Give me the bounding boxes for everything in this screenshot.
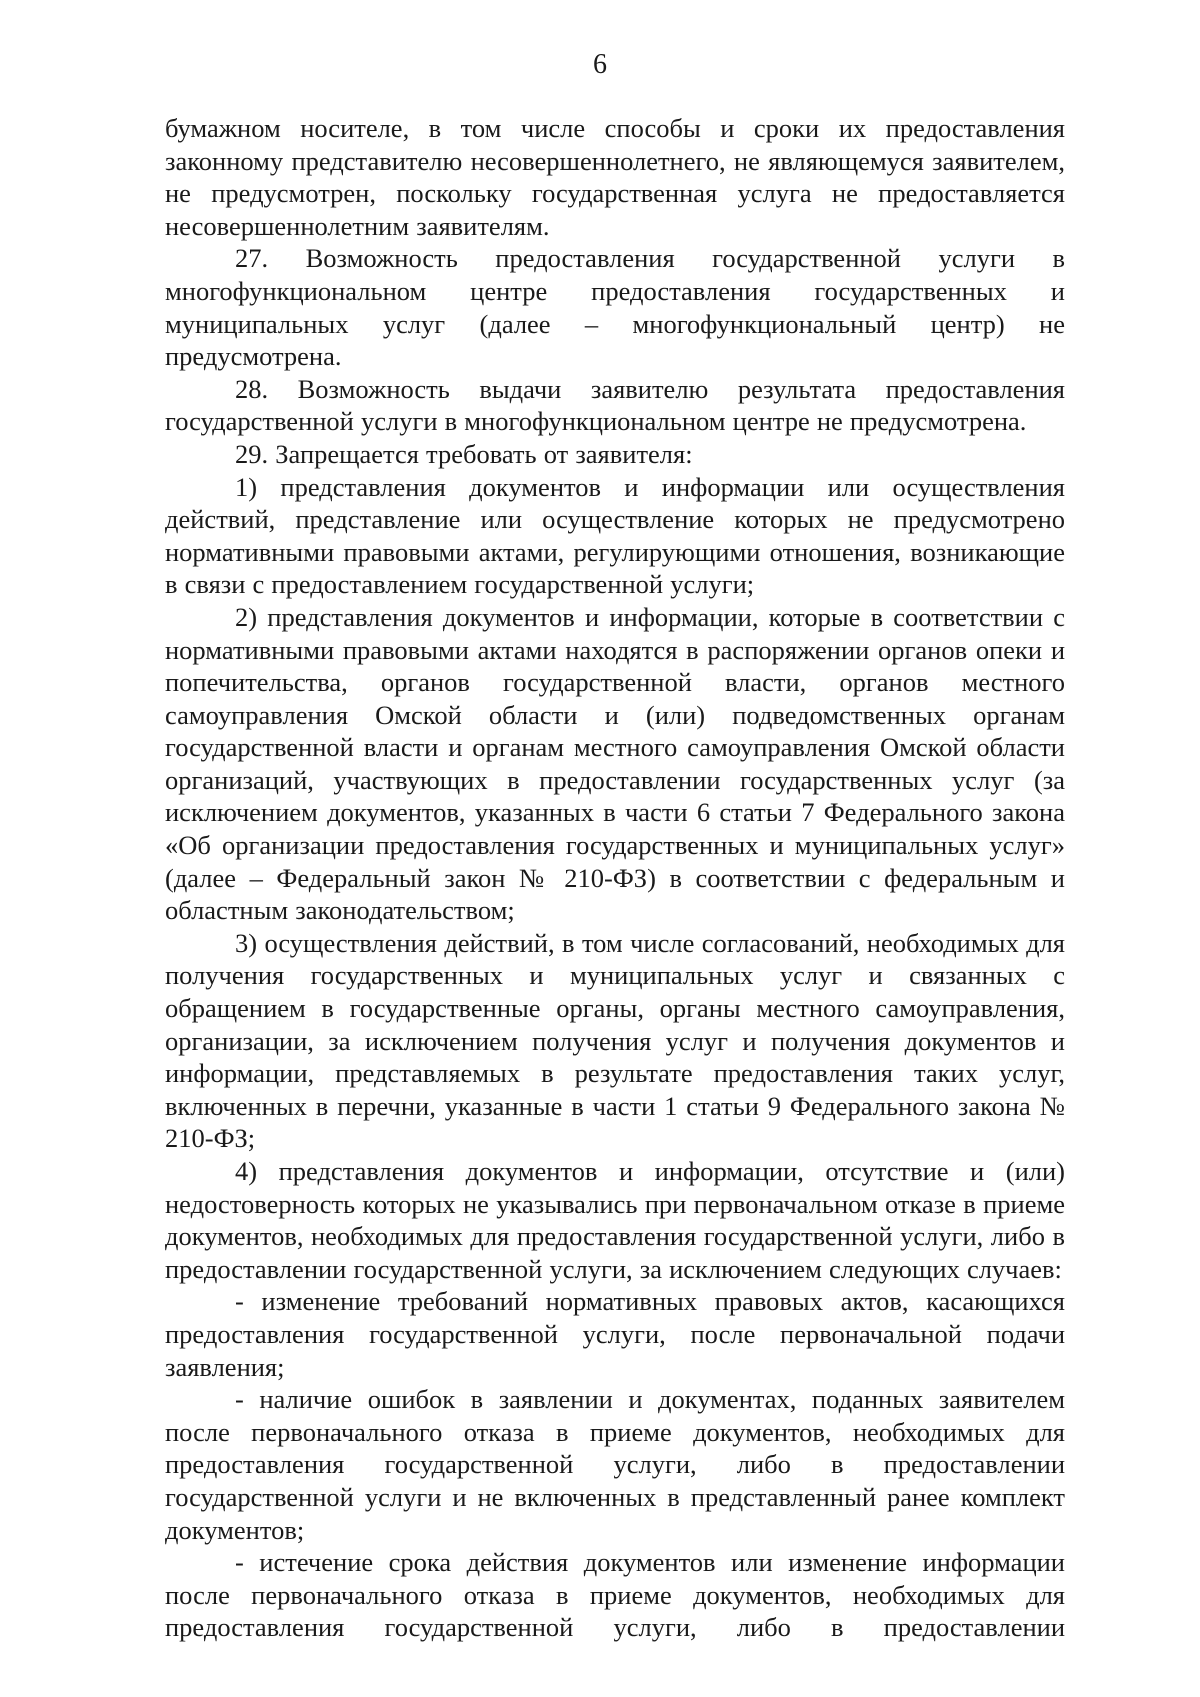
paragraph-27: 27. Возможность предоставления государственной услуги в многофункциональном центре предоставления государственных и муниципальных услуг (далее – многофункциональный центр) не предусмотрена. (165, 243, 1065, 372)
paragraph-28: 28. Возможность выдачи заявителю результата предоставления государственной услуги в многофункциональном центре не предусмотрена. (165, 373, 1065, 437)
document-text (165, 112, 1065, 1644)
list-item-2: 2) представления документов и информации, которые в соответствии с нормативными правовыми актами находятся в распоряжении органов опеки и попечительства, органов государственной власти, органов местного самоуправления Омской области и (или) подведомственных органам государственной власти и органам местного самоуправления Омской области организаций, участвующих в предоставлении государственных услуг (за исключением документов, указанных в части 6 статьи 7 Федерального закона «Об организации предоставления государственных и муниципальных услуг» (далее – Федеральный закон № 210-ФЗ) в соответствии с федеральным и областным законодательством; (165, 601, 1065, 926)
page-number: 6 (593, 49, 607, 80)
dash-item-3: - истечение срока действия документов или изменение информации после первоначального отказа в приеме документов, необходимых для предоставления государственной услуги, либо в предоставлении (165, 1547, 1065, 1643)
dash-item-2: - наличие ошибок в заявлении и документах, поданных заявителем после первоначального отказа в приеме документов, необходимых для предоставления государственной услуги, либо в предоставлении государственной услуги и не включенных в представленный ранее комплект документов; (165, 1384, 1065, 1545)
paragraph-29: 29. Запрещается требовать от заявителя: (235, 438, 693, 469)
list-item-1: 1) представления документов и информации или осуществления действий, представление или осуществление которых не предусмотрено нормативными правовыми актами, регулирующими отношения, возникающие в связи с предоставлением государственной услуги; (165, 471, 1065, 600)
list-item-4: 4) представления документов и информации, отсутствие и (или) недостоверность которых не указывались при первоначальном отказе в приеме документов, необходимых для предоставления государственной услуги, либо в предоставлении государственной услуги, за исключением следующих случаев: (165, 1156, 1065, 1284)
paragraph-continuation: бумажном носителе, в том числе способы и сроки их предоставления законному представителю несовершеннолетнего, не являющемуся заявителем, не предусмотрен, поскольку государственная услуга не предоставляется несовершеннолетним заявителям. (165, 113, 1065, 241)
dash-item-1: - изменение требований нормативных правовых актов, касающихся предоставления государственной услуги, после первоначальной подачи заявления; (165, 1286, 1065, 1382)
list-item-3: 3) осуществления действий, в том числе согласований, необходимых для получения государственных и муниципальных услуг и связанных с обращением в государственные органы, органы местного самоуправления, организации, за исключением получения услуг и получения документов и информации, представляемых в результате предоставления таких услуг, включенных в перечни, указанные в части 1 статьи 9 Федерального закона № 210-ФЗ; (165, 927, 1065, 1154)
